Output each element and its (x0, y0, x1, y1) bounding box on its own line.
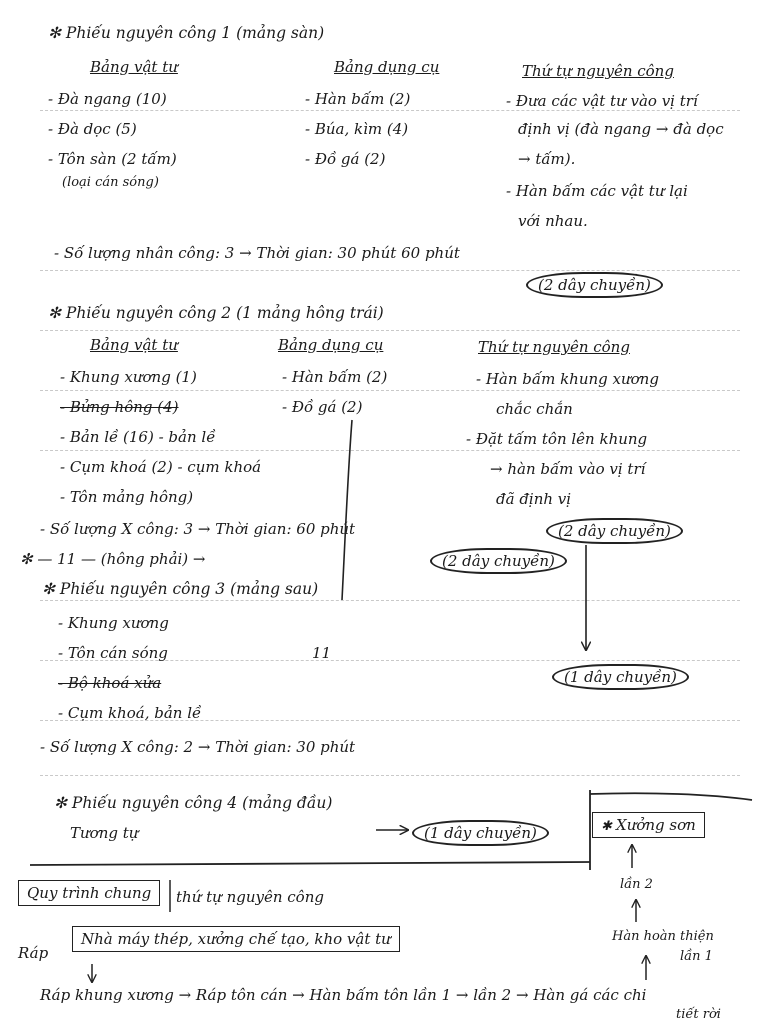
s1-tool-item: - Hàn bấm (2) (305, 90, 411, 108)
s2-materials-heading: Bảng vật tư (90, 336, 178, 354)
s2-step-line: đã định vị (496, 490, 572, 508)
s3-ditto-mark: 11 (312, 644, 332, 662)
s1-summary: - Số lượng nhân công: 3 → Thời gian: 30 phút 60 phút (54, 244, 460, 262)
s2-material-item: - Bản lề (16) - bản lề (60, 428, 216, 446)
s2-steps-heading: Thứ tự nguyên công (478, 338, 630, 356)
s2-tool-item: - Đồ gá (2) (282, 398, 363, 416)
s3-material-item: - Tôn cán sóng (58, 644, 168, 662)
s1-step-line: - Đưa các vật tư vào vị trí (506, 92, 698, 110)
s1-step-line: với nhau. (518, 212, 588, 230)
general-process-subtitle: thứ tự nguyên công (176, 888, 324, 906)
s1-material-item: - Đà dọc (5) (48, 120, 137, 138)
s1-materials-heading: Bảng vật tư (90, 58, 178, 76)
s1-line-oval: (2 dây chuyền) (526, 272, 663, 298)
s2-material-item: - Cụm khoá (2) - cụm khoá (60, 458, 262, 476)
s3-material-item: - Cụm khoá, bản lề (58, 704, 202, 722)
assembly-label: Ráp (18, 944, 49, 962)
s2-step-line: chắc chắn (496, 400, 573, 418)
paint-shop-box: ✱ Xưởng sơn (592, 812, 705, 838)
s1-step-line: - Hàn bấm các vật tư lại (506, 182, 688, 200)
s4-line-oval: (1 dây chuyền) (412, 820, 549, 846)
s2-title: ✻ Phiếu nguyên công 2 (1 mảng hông trái) (48, 304, 384, 322)
flow-label-finishing: Hàn hoàn thiện (612, 929, 714, 944)
s1-tool-item: - Búa, kìm (4) (305, 120, 409, 138)
s3-material-item: - Khung xương (58, 614, 169, 632)
s2-material-item: - Khung xương (1) (60, 368, 197, 386)
s2-tool-item: - Hàn bấm (2) (282, 368, 388, 386)
flow-label-lan1: lần 1 (680, 949, 713, 964)
s2-material-item: - Tôn mảng hông) (60, 488, 194, 506)
s2-line-oval: (2 dây chuyền) (546, 518, 683, 544)
s1-tool-item: - Đồ gá (2) (305, 150, 386, 168)
s3-summary: - Số lượng X công: 2 → Thời gian: 30 phút (40, 738, 356, 756)
s2-material-item: - Bửng hông (4) (60, 398, 179, 416)
s2-tools-heading: Bảng dụng cụ (278, 336, 384, 354)
s3-line-oval: (1 dây chuyền) (552, 664, 689, 690)
s1-step-line: → tấm). (518, 150, 576, 168)
s1-step-line: định vị (đà ngang → đà dọc (518, 120, 724, 138)
flow-label-lan2: lần 2 (620, 877, 653, 892)
process-flow-line-2: tiết rời (676, 1007, 721, 1022)
s1-steps-heading: Thứ tự nguyên công (522, 62, 674, 80)
s3-title: ✻ Phiếu nguyên công 3 (mảng sau) (42, 580, 319, 598)
s2-step-line: - Hàn bấm khung xương (476, 370, 659, 388)
s1-tools-heading: Bảng dụng cụ (334, 58, 440, 76)
s2-repeat-line: ✻ — 11 — (hông phải) → (20, 550, 206, 568)
bullet-icon: ✱ (601, 819, 617, 834)
s1-material-item: - Đà ngang (10) (48, 90, 167, 108)
s2-step-line: → hàn bấm vào vị trí (490, 460, 646, 478)
s1-title: ✻ Phiếu nguyên công 1 (mảng sàn) (48, 24, 325, 42)
s2-summary: - Số lượng X công: 3 → Thời gian: 60 phút (40, 520, 356, 538)
general-process-box: Quy trình chung (18, 880, 160, 906)
s2-step-line: - Đặt tấm tôn lên khung (466, 430, 648, 448)
s4-subtitle: Tương tự (70, 824, 139, 842)
s2-repeat-oval: (2 dây chuyền) (430, 548, 567, 574)
factory-box: Nhà máy thép, xưởng chế tạo, kho vật tư (72, 926, 400, 952)
s1-material-item: - Tôn sàn (2 tấm) (48, 150, 177, 168)
s1-material-note: (loại cán sóng) (62, 175, 159, 190)
s4-title: ✻ Phiếu nguyên công 4 (mảng đầu) (54, 794, 333, 812)
process-flow-line: Ráp khung xương → Ráp tôn cán → Hàn bấm tôn lần 1 → lần 2 → Hàn gá các chi (40, 986, 647, 1004)
s3-material-item: - Bộ khoá xửa (58, 674, 162, 692)
